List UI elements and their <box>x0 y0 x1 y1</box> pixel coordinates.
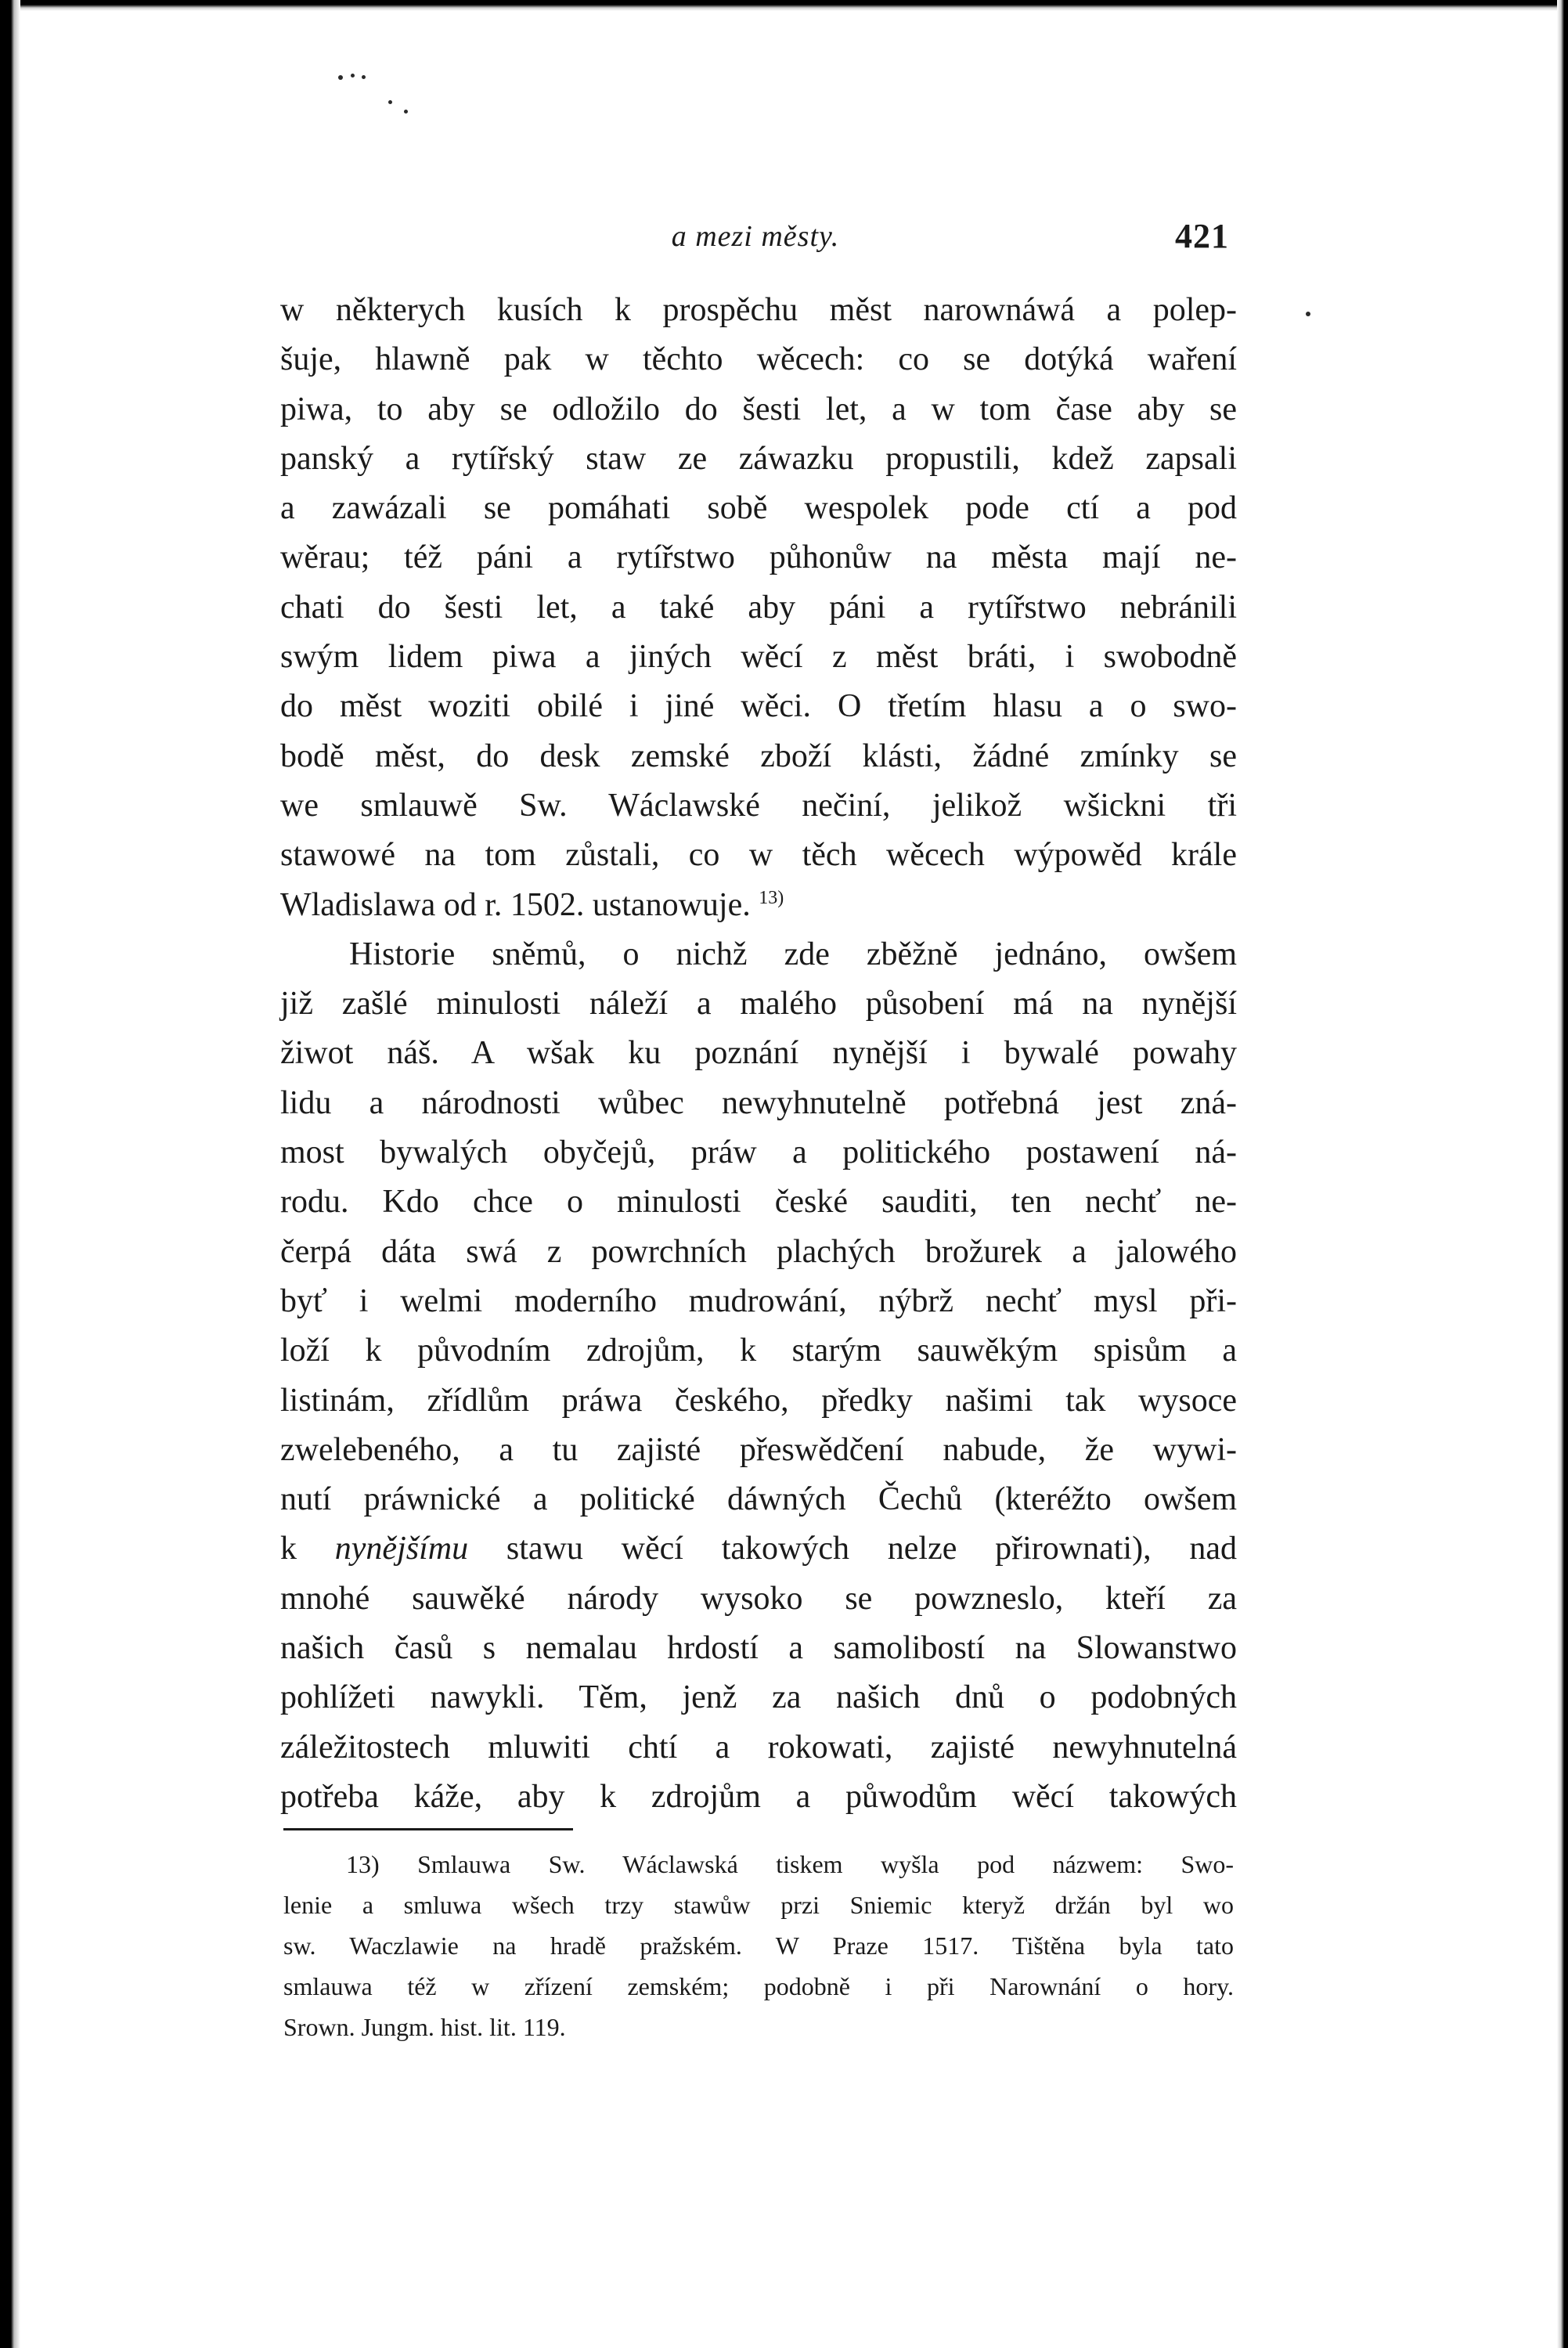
text-line: most bywalých obyčejů, práw a politického postawení ná- <box>280 1134 1237 1171</box>
text-line: bodě měst, do desk zemské zboží klásti, žádné zmínky se <box>280 738 1237 774</box>
text-line: pohlížeti nawykli. Těm, jenž za našich dnů o podobných <box>280 1679 1237 1716</box>
text-line: do měst woziti obilé i jiné wěci. O třetím hlasu a o swo- <box>280 688 1237 725</box>
text-line: žiwot náš. A wšak ku poznání nynější i bywalé powahy <box>280 1035 1237 1072</box>
scan-speck <box>1306 312 1310 316</box>
text-line: lidu a národnosti wůbec newyhnutelně potřebná jest zná- <box>280 1084 1237 1121</box>
text-line: panský a rytířský staw ze záwazku propustili, kdež zapsali <box>280 440 1237 477</box>
footnotes <box>283 1844 1234 2047</box>
footnote-marker: 13) <box>759 887 784 908</box>
scan-speck <box>404 110 408 114</box>
text-run: stawu wěcí takowých nelze přirownati), nad <box>468 1531 1237 1567</box>
scan-edge-top <box>0 0 1568 11</box>
text-line: chati do šesti let, a také aby páni a rytířstwo nebránili <box>280 589 1237 626</box>
text-line: listinám, zřídlům práwa českého, předky našimi tak wysoce <box>280 1382 1237 1419</box>
text-run: k <box>280 1531 335 1567</box>
text-line: již zašlé minulosti náleží a malého působení má na nynější <box>280 986 1237 1023</box>
text-line: rodu. Kdo chce o minulosti české sauditi, ten nechť ne- <box>280 1184 1237 1221</box>
paragraph-first-line: Historie sněmů, o nichž zde zběžně jednáno, owšem <box>349 936 1237 972</box>
text-line <box>280 881 1237 930</box>
scan-speck <box>338 75 343 80</box>
running-head <box>282 213 1229 260</box>
text-line: stawowé na tom zůstali, co w těch wěcech wýpowěd krále <box>280 837 1237 874</box>
footnote-line: Srown. Jungm. hist. lit. 119. <box>283 2013 566 2041</box>
footnote-line: smlauwa též w zřízení zemském; podobně i při Narownání o hory. <box>283 1972 1234 2000</box>
scan-edge-left <box>0 0 20 2348</box>
text-line: loží k původním zdrojům, k starým sauwěkým spisům a <box>280 1333 1237 1369</box>
text-line: byť i welmi moderního mudrowání, nýbrž nechť mysl při- <box>280 1282 1237 1319</box>
text-line <box>280 1524 1237 1574</box>
scan-speck <box>362 75 366 79</box>
footnote-divider <box>283 1828 573 1830</box>
text-line: potřeba káže, aby k zdrojům a půwodům wěcí takowých <box>280 1778 1237 1815</box>
text-line: zwelebeného, a tu zajisté přeswědčení nabude, že wywi- <box>280 1431 1237 1468</box>
text-line: záležitostech mluwiti chtí a rokowati, zajisté newyhnutelná <box>280 1729 1237 1766</box>
emphasized-word: nynějšímu <box>334 1531 469 1567</box>
page-number: 421 <box>1175 217 1229 255</box>
scan-speck <box>388 100 392 104</box>
text-line: a zawázali se pomáhati sobě wespolek pode ctí a pod <box>280 490 1237 527</box>
text-line-content: Wladislawa od r. 1502. ustanowuje. <box>280 886 751 923</box>
body-text <box>280 286 1237 1822</box>
text-line: nutí práwnické a politické dáwných Čechů (kteréžto owšem <box>280 1481 1237 1518</box>
footnote-line: sw. Waczlawie na hradě pražském. W Praze 1517. Tištěna byla tato <box>283 1931 1234 1960</box>
scan-edge-right <box>1557 0 1568 2348</box>
text-line: piwa, to aby se odložilo do šesti let, a w tom čase aby se <box>280 391 1237 427</box>
footnote-line: lenie a smluwa wšech trzy stawůw przi Sniemic kteryž držán byl wo <box>283 1891 1234 1919</box>
text-line: čerpá dáta swá z powrchních plachých brožurek a jalowého <box>280 1233 1237 1270</box>
running-title: a mezi městy. <box>671 220 840 253</box>
text-line: w některych kusích k prospěchu měst narownáwá a polep- <box>280 292 1237 328</box>
text-line: našich časů s nemalau hrdostí a samolibostí na Slowanstwo <box>280 1630 1237 1667</box>
footnote-line: 13) Smlauwa Sw. Wáclawská tiskem wyšla pod názwem: Swo- <box>346 1850 1234 1878</box>
text-line: we smlauwě Sw. Wáclawské nečiní, jelikož wšickni tři <box>280 787 1237 824</box>
text-line: swým lidem piwa a jiných wěcí z měst bráti, i swobodně <box>280 639 1237 676</box>
scan-speck <box>351 74 355 78</box>
text-line: šuje, hlawně pak w těchto wěcech: co se dotýká waření <box>280 341 1237 378</box>
text-line: wěrau; též páni a rytířstwo půhonůw na města mají ne- <box>280 539 1237 576</box>
text-line: mnohé sauwěké národy wysoko se powzneslo, kteří za <box>280 1580 1237 1617</box>
